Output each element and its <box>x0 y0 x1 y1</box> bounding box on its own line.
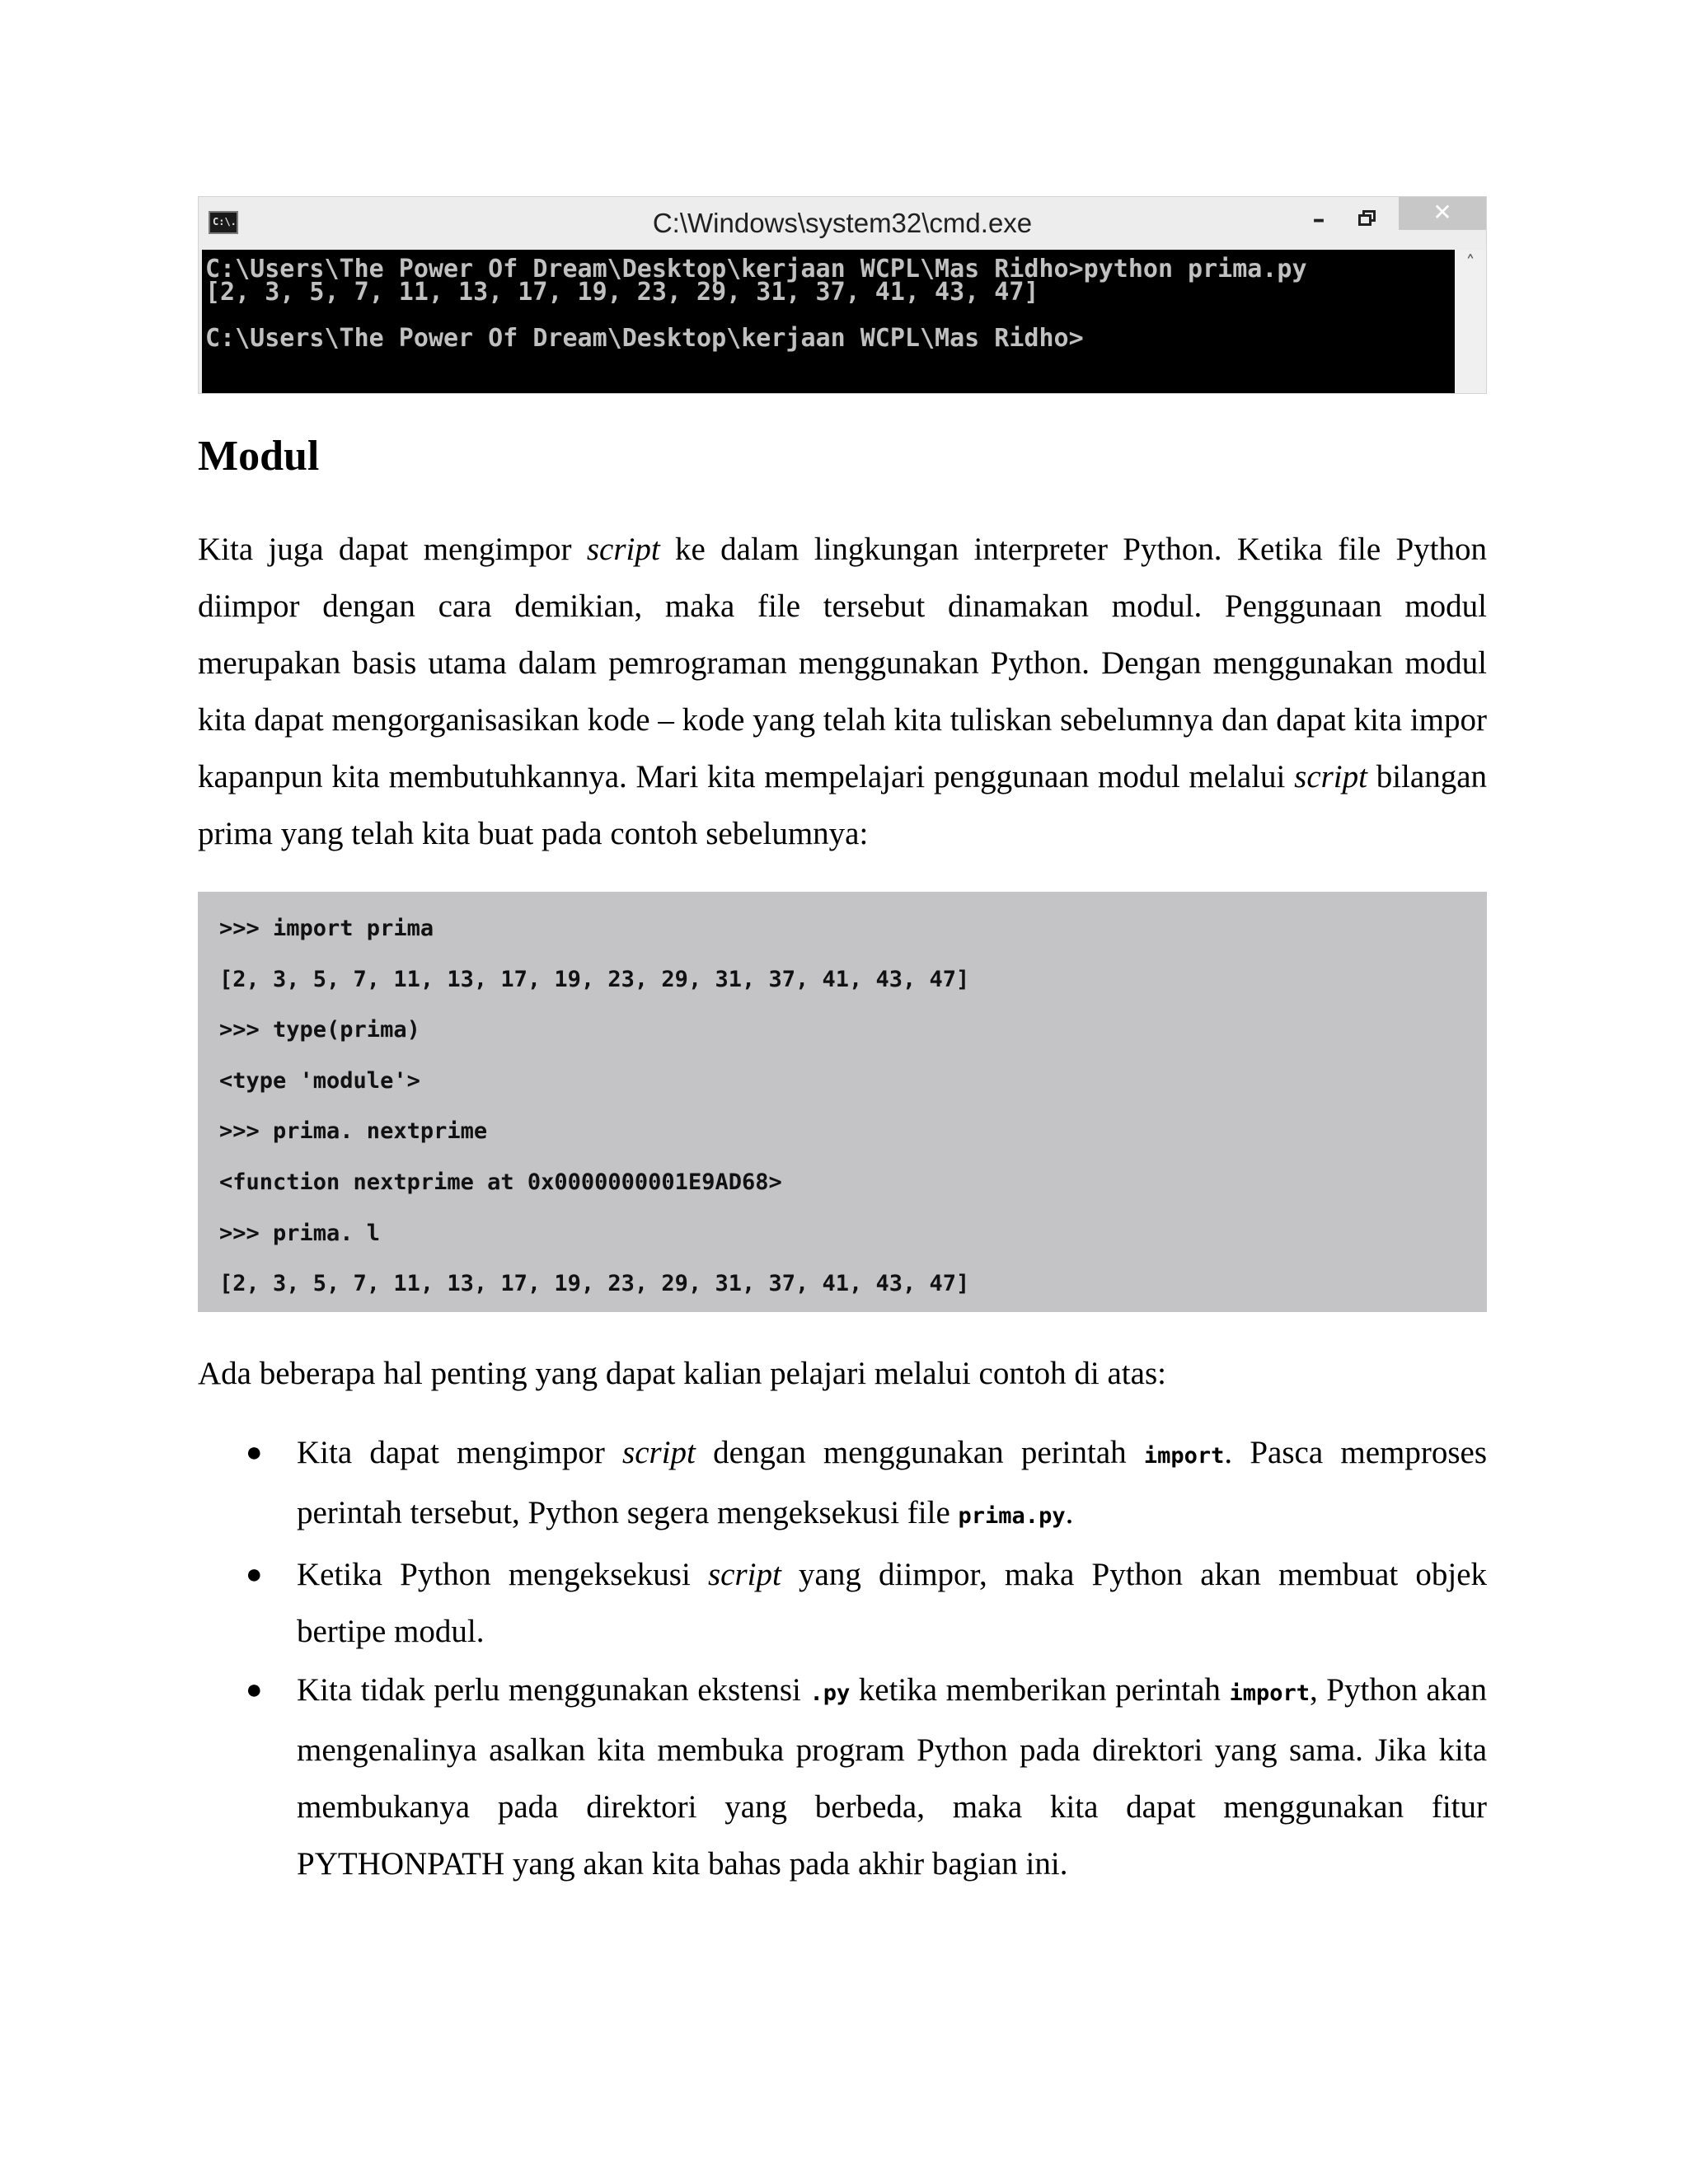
text-span: , Python akan mengenalinya asalkan kita membuka program Python pada direktori yang sama. Jika kita membukanya pada direktori yang berbeda, maka kita dapat menggunakan fitur PYTHONPATH yang akan kita bahas pada akhir bagian ini. <box>297 1672 1488 1882</box>
cmd-console-line: C:\Users\The Power Of Dream\Desktop\kerjaan WCPL\Mas Ridho>python prima.py <box>205 255 1307 284</box>
cmd-console-line: C:\Users\The Power Of Dream\Desktop\kerjaan WCPL\Mas Ridho> <box>205 324 1084 353</box>
cmd-console-line: [2, 3, 5, 7, 11, 13, 17, 19, 23, 29, 31, 37, 41, 43, 47] <box>205 278 1039 307</box>
text-span: Kita juga dapat mengimpor <box>198 532 587 567</box>
text-span: Kita dapat mengimpor <box>297 1435 623 1470</box>
cmd-titlebar <box>199 197 1486 250</box>
code-line: <type 'module'> <box>219 1067 420 1094</box>
inline-code: import <box>1143 1443 1225 1469</box>
code-line: [2, 3, 5, 7, 11, 13, 17, 19, 23, 29, 31, 37, 41, 43, 47] <box>219 966 970 992</box>
text-span: dengan menggunakan perintah <box>695 1435 1144 1470</box>
text-span: Ketika Python mengeksekusi <box>297 1557 708 1592</box>
code-line: <function nextprime at 0x0000000001E9AD68> <box>219 1169 782 1195</box>
italic-term: script <box>708 1557 781 1592</box>
cmd-console-output <box>202 250 1455 393</box>
list-item <box>198 1661 1487 1892</box>
text-span: bilangan prima yang telah kita buat pada contoh sebelumnya: <box>198 759 1488 851</box>
bullet-icon: ● <box>246 1559 263 1590</box>
code-line: >>> import prima <box>219 916 434 941</box>
code-line: >>> prima. nextprime <box>219 1118 488 1145</box>
inline-code: import <box>1229 1680 1310 1706</box>
code-line: >>> type(prima) <box>219 1017 420 1043</box>
text-span: yang diimpor, maka Python akan membuat objek bertipe modul. <box>297 1557 1487 1649</box>
close-icon: ✕ <box>1399 197 1486 230</box>
text-span: . <box>1065 1495 1074 1530</box>
summary-intro-paragraph: Ada beberapa hal penting yang dapat kalian pelajari melalui contoh di atas: <box>198 1356 1166 1391</box>
text-span: ketika memberikan perintah <box>850 1672 1230 1708</box>
intro-paragraph <box>198 521 1487 862</box>
section-heading: Modul <box>198 433 320 480</box>
list-item <box>198 1424 1487 1544</box>
minimize-icon: – <box>1312 205 1325 234</box>
restore-icon <box>1346 204 1387 238</box>
italic-term: script <box>1294 759 1367 794</box>
list-item <box>198 1546 1487 1660</box>
text-span: . Pasca memproses perintah tersebut, Python segera mengeksekusi file <box>297 1435 1487 1530</box>
cmd-window-title: C:\Windows\system32\cmd.exe <box>652 208 1033 238</box>
bullet-icon: ● <box>246 1675 263 1705</box>
cmd-window-screenshot <box>198 196 1487 394</box>
cmd-app-icon: C:\. <box>209 211 238 234</box>
inline-code: .py <box>809 1680 851 1706</box>
code-line: [2, 3, 5, 7, 11, 13, 17, 19, 23, 29, 31, 37, 41, 43, 47] <box>219 1271 970 1297</box>
code-line: >>> prima. l <box>219 1220 381 1246</box>
text-span: ke dalam lingkungan interpreter Python. Ketika file Python diimpor dengan cara demikian, maka file tersebut dinamakan modul. Penggunaan modul merupakan basis utama dalam pemrograman menggunakan Python. Dengan menggunakan modul kita dapat mengorganisasikan kode – kode yang telah kita tuliskan sebelumnya dan dapat kita impor kapanpun kita membutuhkannya. Mari kita mempelajari penggunaan modul melalui <box>198 532 1487 794</box>
cmd-scrollbar <box>1455 250 1486 393</box>
inline-code: prima.py <box>958 1503 1066 1529</box>
italic-term: script <box>586 532 660 567</box>
code-block <box>198 892 1487 1312</box>
scroll-up-arrow-icon: ˄ <box>1465 253 1475 274</box>
text-span: Kita tidak perlu menggunakan ekstensi <box>297 1672 810 1708</box>
italic-term: script <box>622 1435 696 1470</box>
bullet-list <box>198 1424 1487 1894</box>
bullet-icon: ● <box>246 1437 263 1468</box>
